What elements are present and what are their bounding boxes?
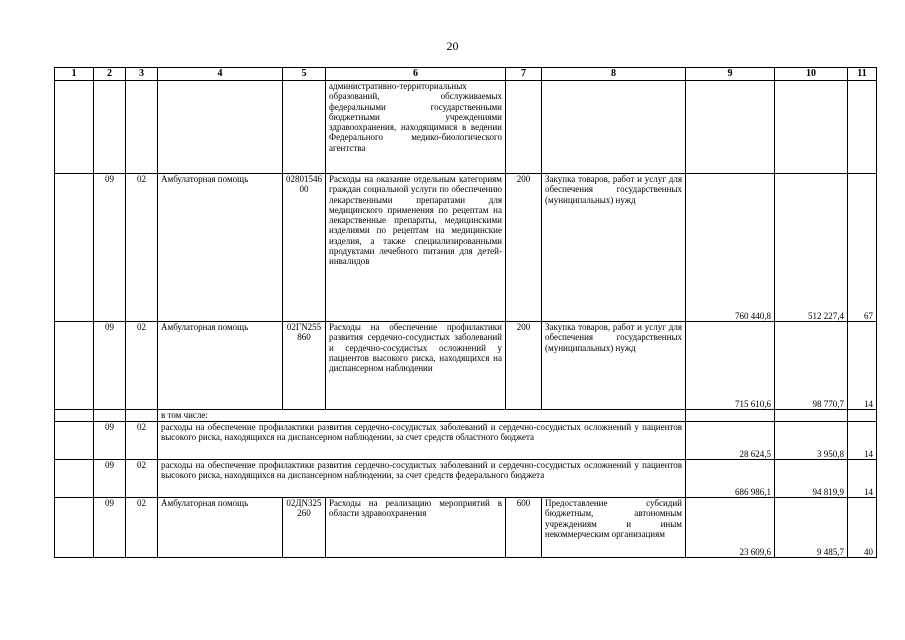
- expense-description: административно-территориальных образований, обслуживаемых федеральными государственными бюджетными учреждениями здравоохранения, находящимися в ведении Федерального медико-биологического агентства: [326, 81, 506, 174]
- execution-percent: 40: [848, 498, 877, 558]
- amount-executed: 512 227,4: [775, 174, 848, 322]
- expense-description: Расходы на реализацию мероприятий в области здравоохранения: [326, 498, 506, 558]
- amount-executed: 98 770,7: [775, 322, 848, 410]
- column-header: 1: [55, 68, 94, 81]
- amount-executed: 3 950,8: [775, 422, 848, 460]
- subsection-name: Амбулаторная помощь: [158, 174, 283, 322]
- section-code: 09: [94, 322, 126, 410]
- execution-percent: 67: [848, 174, 877, 322]
- expense-type-name: Закупка товаров, работ и услуг для обеспечения государственных (муниципальных) нужд: [542, 174, 686, 322]
- table-row: [55, 410, 877, 422]
- amount-executed: 9 485,7: [775, 498, 848, 558]
- table-row: [55, 422, 877, 460]
- subsection-code: 02: [126, 498, 158, 558]
- target-article-code: 02ГN255860: [283, 322, 326, 410]
- column-header: 5: [283, 68, 326, 81]
- target-article-code: 0280154600: [283, 174, 326, 322]
- amount-planned: 760 440,8: [686, 174, 775, 322]
- column-header: 4: [158, 68, 283, 81]
- expense-description: расходы на обеспечение профилактики развития сердечно-сосудистых заболеваний и сердечно-сосудистых осложнений у пациентов высокого риска, находящихся на диспансерном наблюдении, за счет средств областного бюджета: [158, 422, 686, 460]
- subsection-name: Амбулаторная помощь: [158, 322, 283, 410]
- table-row: [55, 460, 877, 498]
- execution-percent: 14: [848, 460, 877, 498]
- column-header: 11: [848, 68, 877, 81]
- amount-planned: 23 609,6: [686, 498, 775, 558]
- expense-type-name: Закупка товаров, работ и услуг для обеспечения государственных (муниципальных) нужд: [542, 322, 686, 410]
- table-row: [55, 322, 877, 410]
- expense-type-code: 600: [506, 498, 542, 558]
- subsection-code: 02: [126, 174, 158, 322]
- section-code: 09: [94, 498, 126, 558]
- expense-type-name: Предоставление субсидий бюджетным, автономным учреждениям и иным некоммерческим организациям: [542, 498, 686, 558]
- expense-type-code: 200: [506, 322, 542, 410]
- budget-table: [54, 67, 877, 558]
- table-row: [55, 81, 877, 174]
- amount-planned: 686 986,1: [686, 460, 775, 498]
- table-row: [55, 174, 877, 322]
- target-article-code: 02ДN325260: [283, 498, 326, 558]
- subsection-code: 02: [126, 422, 158, 460]
- column-header: 9: [686, 68, 775, 81]
- column-header: 6: [326, 68, 506, 81]
- column-header: 8: [542, 68, 686, 81]
- column-header: 7: [506, 68, 542, 81]
- table-row: [55, 498, 877, 558]
- including-label: в том числе:: [158, 410, 686, 422]
- amount-executed: 94 819,9: [775, 460, 848, 498]
- section-code: 09: [94, 174, 126, 322]
- column-header: 2: [94, 68, 126, 81]
- expense-description: Расходы на оказание отдельным категориям граждан социальной услуги по обеспечению лекарственными препаратами для медицинского применения по рецептам на лекарственные препараты, медицинскими изделиями по рецептам на медицинские изделия, а также специализированными продуктами лечебного питания для детей-инвалидов: [326, 174, 506, 322]
- amount-planned: 28 624,5: [686, 422, 775, 460]
- column-header: 3: [126, 68, 158, 81]
- expense-description: Расходы на обеспечение профилактики развития сердечно-сосудистых заболеваний и сердечно-сосудистых осложнений у пациентов высокого риска, находящихся на диспансерном наблюдении: [326, 322, 506, 410]
- execution-percent: 14: [848, 322, 877, 410]
- column-header: 10: [775, 68, 848, 81]
- expense-type-code: 200: [506, 174, 542, 322]
- table-header-row: [55, 68, 877, 81]
- subsection-name: Амбулаторная помощь: [158, 498, 283, 558]
- subsection-code: 02: [126, 322, 158, 410]
- section-code: 09: [94, 422, 126, 460]
- section-code: 09: [94, 460, 126, 498]
- page-number: 20: [446, 39, 459, 53]
- subsection-code: 02: [126, 460, 158, 498]
- amount-planned: 715 610,6: [686, 322, 775, 410]
- execution-percent: 14: [848, 422, 877, 460]
- expense-description: расходы на обеспечение профилактики развития сердечно-сосудистых заболеваний и сердечно-сосудистых осложнений у пациентов высокого риска, находящихся на диспансерном наблюдении, за счет средств федерального бюджета: [158, 460, 686, 498]
